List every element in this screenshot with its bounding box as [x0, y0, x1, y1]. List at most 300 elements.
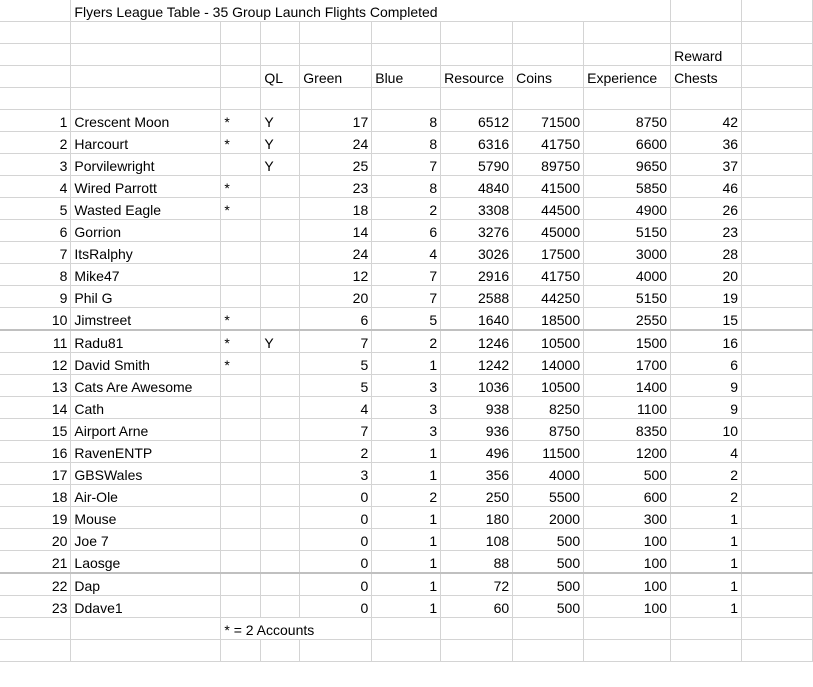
green-cell[interactable]: 5	[300, 353, 372, 375]
experience-cell[interactable]: 1400	[584, 375, 671, 397]
header-resource[interactable]: Resource	[441, 66, 513, 88]
resource-cell[interactable]: 1036	[441, 375, 513, 397]
ql-cell[interactable]	[261, 198, 300, 220]
green-cell[interactable]: 25	[300, 154, 372, 176]
chests-cell[interactable]: 2	[671, 485, 742, 507]
empty-cell[interactable]	[742, 640, 813, 662]
rank-cell[interactable]: 8	[0, 264, 71, 286]
multi-account-marker-cell[interactable]	[221, 551, 261, 574]
empty-cell[interactable]	[742, 220, 813, 242]
multi-account-marker-cell[interactable]	[221, 264, 261, 286]
experience-cell[interactable]: 300	[584, 507, 671, 529]
chests-cell[interactable]: 1	[671, 551, 742, 574]
chests-cell[interactable]: 1	[671, 573, 742, 596]
rank-cell[interactable]: 1	[0, 110, 71, 132]
multi-account-marker-cell[interactable]	[221, 220, 261, 242]
player-name-cell[interactable]: Mouse	[71, 507, 221, 529]
blank-row	[0, 640, 813, 662]
rank-cell[interactable]: 9	[0, 286, 71, 308]
experience-cell[interactable]: 5150	[584, 220, 671, 242]
empty-cell[interactable]	[513, 640, 584, 662]
rank-cell[interactable]: 18	[0, 485, 71, 507]
header-chests[interactable]: Chests	[671, 66, 742, 88]
experience-cell[interactable]: 4000	[584, 264, 671, 286]
blue-cell[interactable]: 3	[372, 397, 441, 419]
player-name-cell[interactable]: Porvilewright	[71, 154, 221, 176]
ql-cell[interactable]	[261, 176, 300, 198]
blue-cell[interactable]: 2	[372, 485, 441, 507]
multi-account-marker-cell[interactable]: *	[221, 330, 261, 353]
multi-account-marker-cell[interactable]	[221, 573, 261, 596]
table-row	[0, 573, 813, 596]
experience-cell[interactable]: 4900	[584, 198, 671, 220]
empty-cell[interactable]	[372, 618, 441, 640]
experience-cell[interactable]: 1100	[584, 397, 671, 419]
empty-cell[interactable]	[742, 308, 813, 331]
header-coins[interactable]: Coins	[513, 66, 584, 88]
resource-cell[interactable]: 88	[441, 551, 513, 574]
coins-cell[interactable]: 41750	[513, 132, 584, 154]
resource-cell[interactable]: 180	[441, 507, 513, 529]
empty-cell[interactable]	[71, 618, 221, 640]
multi-account-marker-cell[interactable]	[221, 397, 261, 419]
coins-cell[interactable]: 89750	[513, 154, 584, 176]
empty-cell[interactable]	[513, 618, 584, 640]
table-row	[0, 441, 813, 463]
experience-cell[interactable]: 1500	[584, 330, 671, 353]
ql-cell[interactable]: Y	[261, 154, 300, 176]
header-blue[interactable]: Blue	[372, 66, 441, 88]
rank-cell[interactable]: 3	[0, 154, 71, 176]
table-row	[0, 353, 813, 375]
table-row	[0, 220, 813, 242]
rank-cell[interactable]: 7	[0, 242, 71, 264]
empty-cell[interactable]	[584, 640, 671, 662]
table-row	[0, 463, 813, 485]
resource-cell[interactable]: 3308	[441, 198, 513, 220]
empty-cell[interactable]	[742, 485, 813, 507]
ql-cell[interactable]	[261, 573, 300, 596]
empty-cell[interactable]	[0, 640, 71, 662]
ql-cell[interactable]	[261, 507, 300, 529]
ql-cell[interactable]	[261, 397, 300, 419]
player-name-cell[interactable]: Wasted Eagle	[71, 198, 221, 220]
chests-cell[interactable]: 20	[671, 264, 742, 286]
coins-cell[interactable]: 10500	[513, 375, 584, 397]
rank-cell[interactable]: 6	[0, 220, 71, 242]
rank-cell[interactable]: 19	[0, 507, 71, 529]
green-cell[interactable]: 12	[300, 264, 372, 286]
chests-cell[interactable]: 16	[671, 330, 742, 353]
chests-cell[interactable]: 23	[671, 220, 742, 242]
experience-cell[interactable]: 100	[584, 551, 671, 574]
player-name-cell[interactable]: Cath	[71, 397, 221, 419]
multi-account-marker-cell[interactable]	[221, 419, 261, 441]
experience-cell[interactable]: 1700	[584, 353, 671, 375]
coins-cell[interactable]: 18500	[513, 308, 584, 331]
multi-account-marker-cell[interactable]: *	[221, 132, 261, 154]
empty-cell[interactable]	[671, 640, 742, 662]
green-cell[interactable]: 3	[300, 463, 372, 485]
multi-account-marker-cell[interactable]: *	[221, 308, 261, 331]
multi-account-marker-cell[interactable]	[221, 596, 261, 618]
empty-cell[interactable]	[261, 640, 300, 662]
empty-cell[interactable]	[742, 507, 813, 529]
blue-cell[interactable]: 1	[372, 507, 441, 529]
resource-cell[interactable]: 1242	[441, 353, 513, 375]
empty-cell[interactable]	[300, 640, 372, 662]
rank-cell[interactable]: 12	[0, 353, 71, 375]
chests-cell[interactable]: 42	[671, 110, 742, 132]
chests-cell[interactable]: 15	[671, 308, 742, 331]
coins-cell[interactable]: 44500	[513, 198, 584, 220]
empty-cell[interactable]	[441, 618, 513, 640]
experience-cell[interactable]: 100	[584, 529, 671, 551]
resource-cell[interactable]: 1246	[441, 330, 513, 353]
rank-cell[interactable]: 13	[0, 375, 71, 397]
rank-cell[interactable]: 15	[0, 419, 71, 441]
blue-cell[interactable]: 7	[372, 264, 441, 286]
experience-cell[interactable]: 8350	[584, 419, 671, 441]
empty-cell[interactable]	[221, 640, 261, 662]
table-row	[0, 286, 813, 308]
multi-account-marker-cell[interactable]	[221, 441, 261, 463]
experience-cell[interactable]: 3000	[584, 242, 671, 264]
experience-cell[interactable]: 5850	[584, 176, 671, 198]
coins-cell[interactable]: 500	[513, 573, 584, 596]
resource-cell[interactable]: 2588	[441, 286, 513, 308]
multi-account-marker-cell[interactable]	[221, 485, 261, 507]
resource-cell[interactable]: 6512	[441, 110, 513, 132]
multi-account-marker-cell[interactable]	[221, 463, 261, 485]
coins-cell[interactable]: 17500	[513, 242, 584, 264]
header-row-1	[0, 44, 813, 66]
resource-cell[interactable]: 3276	[441, 220, 513, 242]
rank-cell[interactable]: 14	[0, 397, 71, 419]
ql-cell[interactable]	[261, 220, 300, 242]
ql-cell[interactable]	[261, 551, 300, 574]
player-name-cell[interactable]: Phil G	[71, 286, 221, 308]
rank-cell[interactable]: 22	[0, 573, 71, 596]
green-cell[interactable]: 7	[300, 419, 372, 441]
blue-cell[interactable]: 3	[372, 419, 441, 441]
empty-cell[interactable]	[742, 286, 813, 308]
coins-cell[interactable]: 41750	[513, 264, 584, 286]
table-row	[0, 507, 813, 529]
green-cell[interactable]: 5	[300, 375, 372, 397]
footnote-legend[interactable]: * = 2 Accounts	[221, 618, 372, 640]
player-name-cell[interactable]: Radu81	[71, 330, 221, 353]
coins-cell[interactable]: 14000	[513, 353, 584, 375]
empty-cell[interactable]	[742, 264, 813, 286]
experience-cell[interactable]: 9650	[584, 154, 671, 176]
coins-cell[interactable]: 71500	[513, 110, 584, 132]
multi-account-marker-cell[interactable]	[221, 154, 261, 176]
resource-cell[interactable]: 3026	[441, 242, 513, 264]
multi-account-marker-cell[interactable]	[221, 286, 261, 308]
player-name-cell[interactable]: Jimstreet	[71, 308, 221, 331]
empty-cell[interactable]	[742, 242, 813, 264]
header-ql[interactable]: QL	[261, 66, 300, 88]
resource-cell[interactable]: 108	[441, 529, 513, 551]
coins-cell[interactable]: 8250	[513, 397, 584, 419]
blue-cell[interactable]: 1	[372, 441, 441, 463]
chests-cell[interactable]: 28	[671, 242, 742, 264]
resource-cell[interactable]: 6316	[441, 132, 513, 154]
blue-cell[interactable]: 2	[372, 330, 441, 353]
experience-cell[interactable]: 2550	[584, 308, 671, 331]
ql-cell[interactable]	[261, 264, 300, 286]
chests-cell[interactable]: 9	[671, 397, 742, 419]
table-row	[0, 242, 813, 264]
experience-cell[interactable]: 500	[584, 463, 671, 485]
green-cell[interactable]: 14	[300, 220, 372, 242]
multi-account-marker-cell[interactable]	[221, 507, 261, 529]
coins-cell[interactable]: 41500	[513, 176, 584, 198]
empty-cell[interactable]	[584, 618, 671, 640]
chests-cell[interactable]: 26	[671, 198, 742, 220]
coins-cell[interactable]: 44250	[513, 286, 584, 308]
green-cell[interactable]: 0	[300, 529, 372, 551]
rank-cell[interactable]: 17	[0, 463, 71, 485]
blue-cell[interactable]: 7	[372, 154, 441, 176]
green-cell[interactable]: 0	[300, 485, 372, 507]
multi-account-marker-cell[interactable]: *	[221, 110, 261, 132]
empty-cell[interactable]	[742, 573, 813, 596]
rank-cell[interactable]: 20	[0, 529, 71, 551]
chests-cell[interactable]: 4	[671, 441, 742, 463]
coins-cell[interactable]: 11500	[513, 441, 584, 463]
empty-cell[interactable]	[742, 463, 813, 485]
rank-cell[interactable]: 21	[0, 551, 71, 574]
rank-cell[interactable]: 5	[0, 198, 71, 220]
empty-cell[interactable]	[742, 330, 813, 353]
rank-cell[interactable]: 16	[0, 441, 71, 463]
header-reward[interactable]: Reward	[671, 44, 742, 66]
blue-cell[interactable]: 3	[372, 375, 441, 397]
empty-cell[interactable]	[742, 375, 813, 397]
blue-cell[interactable]: 1	[372, 529, 441, 551]
player-name-cell[interactable]: Air-Ole	[71, 485, 221, 507]
blue-cell[interactable]: 8	[372, 176, 441, 198]
resource-cell[interactable]: 496	[441, 441, 513, 463]
empty-cell[interactable]	[742, 132, 813, 154]
empty-cell[interactable]	[742, 618, 813, 640]
table-row	[0, 551, 813, 574]
blue-cell[interactable]: 6	[372, 220, 441, 242]
green-cell[interactable]: 24	[300, 132, 372, 154]
resource-cell[interactable]: 2916	[441, 264, 513, 286]
resource-cell[interactable]: 5790	[441, 154, 513, 176]
empty-cell[interactable]	[742, 198, 813, 220]
table-row	[0, 264, 813, 286]
experience-cell[interactable]: 8750	[584, 110, 671, 132]
green-cell[interactable]: 24	[300, 242, 372, 264]
green-cell[interactable]: 0	[300, 551, 372, 574]
player-name-cell[interactable]: Dap	[71, 573, 221, 596]
blue-cell[interactable]: 5	[372, 308, 441, 331]
empty-cell[interactable]	[742, 176, 813, 198]
multi-account-marker-cell[interactable]	[221, 529, 261, 551]
table-row	[0, 330, 813, 353]
green-cell[interactable]: 0	[300, 573, 372, 596]
resource-cell[interactable]: 250	[441, 485, 513, 507]
player-name-cell[interactable]: Ddave1	[71, 596, 221, 618]
table-row	[0, 176, 813, 198]
blue-cell[interactable]: 1	[372, 596, 441, 618]
green-cell[interactable]: 18	[300, 198, 372, 220]
empty-cell[interactable]	[742, 551, 813, 574]
multi-account-marker-cell[interactable]	[221, 375, 261, 397]
coins-cell[interactable]: 5500	[513, 485, 584, 507]
chests-cell[interactable]: 19	[671, 286, 742, 308]
player-name-cell[interactable]: Mike47	[71, 264, 221, 286]
empty-cell[interactable]	[372, 640, 441, 662]
empty-cell[interactable]	[742, 353, 813, 375]
green-cell[interactable]: 23	[300, 176, 372, 198]
empty-cell[interactable]	[742, 441, 813, 463]
coins-cell[interactable]: 10500	[513, 330, 584, 353]
chests-cell[interactable]: 6	[671, 353, 742, 375]
green-cell[interactable]: 2	[300, 441, 372, 463]
ql-cell[interactable]: Y	[261, 330, 300, 353]
rank-cell[interactable]: 11	[0, 330, 71, 353]
table-row	[0, 375, 813, 397]
empty-cell[interactable]	[742, 596, 813, 618]
ql-cell[interactable]	[261, 242, 300, 264]
table-row	[0, 154, 813, 176]
header-green[interactable]: Green	[300, 66, 372, 88]
player-name-cell[interactable]: Gorrion	[71, 220, 221, 242]
ql-cell[interactable]	[261, 441, 300, 463]
green-cell[interactable]: 20	[300, 286, 372, 308]
resource-cell[interactable]: 936	[441, 419, 513, 441]
chests-cell[interactable]: 9	[671, 375, 742, 397]
resource-cell[interactable]: 1640	[441, 308, 513, 331]
sheet-title[interactable]: Flyers League Table - 35 Group Launch Flights Completed	[71, 0, 671, 22]
rank-cell[interactable]: 2	[0, 132, 71, 154]
green-cell[interactable]: 4	[300, 397, 372, 419]
blue-cell[interactable]: 8	[372, 132, 441, 154]
coins-cell[interactable]: 4000	[513, 463, 584, 485]
coins-cell[interactable]: 2000	[513, 507, 584, 529]
chests-cell[interactable]: 1	[671, 507, 742, 529]
ql-cell[interactable]	[261, 596, 300, 618]
green-cell[interactable]: 0	[300, 507, 372, 529]
multi-account-marker-cell[interactable]: *	[221, 198, 261, 220]
player-name-cell[interactable]: GBSWales	[71, 463, 221, 485]
chests-cell[interactable]: 1	[671, 596, 742, 618]
ql-cell[interactable]	[261, 375, 300, 397]
ql-cell[interactable]	[261, 286, 300, 308]
green-cell[interactable]: 17	[300, 110, 372, 132]
empty-cell[interactable]	[742, 397, 813, 419]
player-name-cell[interactable]: David Smith	[71, 353, 221, 375]
player-name-cell[interactable]: Laosge	[71, 551, 221, 574]
chests-cell[interactable]: 37	[671, 154, 742, 176]
rank-cell[interactable]: 23	[0, 596, 71, 618]
experience-cell[interactable]: 600	[584, 485, 671, 507]
multi-account-marker-cell[interactable]: *	[221, 176, 261, 198]
blue-cell[interactable]: 1	[372, 463, 441, 485]
player-name-cell[interactable]: Harcourt	[71, 132, 221, 154]
player-name-cell[interactable]: Airport Arne	[71, 419, 221, 441]
green-cell[interactable]: 0	[300, 596, 372, 618]
empty-cell[interactable]	[0, 618, 71, 640]
experience-cell[interactable]: 5150	[584, 286, 671, 308]
blue-cell[interactable]: 7	[372, 286, 441, 308]
green-cell[interactable]: 7	[300, 330, 372, 353]
ql-cell[interactable]	[261, 485, 300, 507]
rank-cell[interactable]: 4	[0, 176, 71, 198]
experience-cell[interactable]: 100	[584, 573, 671, 596]
empty-cell[interactable]	[71, 640, 221, 662]
chests-cell[interactable]: 10	[671, 419, 742, 441]
multi-account-marker-cell[interactable]: *	[221, 353, 261, 375]
player-name-cell[interactable]: RavenENTP	[71, 441, 221, 463]
ql-cell[interactable]	[261, 463, 300, 485]
coins-cell[interactable]: 45000	[513, 220, 584, 242]
blue-cell[interactable]: 4	[372, 242, 441, 264]
coins-cell[interactable]: 8750	[513, 419, 584, 441]
resource-cell[interactable]: 4840	[441, 176, 513, 198]
empty-cell[interactable]	[441, 640, 513, 662]
player-name-cell[interactable]: Cats Are Awesome	[71, 375, 221, 397]
ql-cell[interactable]	[261, 529, 300, 551]
blank-row	[0, 22, 813, 44]
coins-cell[interactable]: 500	[513, 596, 584, 618]
table-row	[0, 110, 813, 132]
green-cell[interactable]: 6	[300, 308, 372, 331]
empty-cell[interactable]	[671, 618, 742, 640]
blue-cell[interactable]: 1	[372, 551, 441, 574]
ql-cell[interactable]: Y	[261, 132, 300, 154]
ql-cell[interactable]	[261, 419, 300, 441]
empty-cell[interactable]	[742, 529, 813, 551]
player-name-cell[interactable]: ItsRalphy	[71, 242, 221, 264]
coins-cell[interactable]: 500	[513, 551, 584, 574]
rank-cell[interactable]: 10	[0, 308, 71, 331]
multi-account-marker-cell[interactable]	[221, 242, 261, 264]
blue-cell[interactable]: 1	[372, 573, 441, 596]
player-name-cell[interactable]: Wired Parrott	[71, 176, 221, 198]
empty-cell[interactable]	[742, 419, 813, 441]
blue-cell[interactable]: 1	[372, 353, 441, 375]
player-name-cell[interactable]: Joe 7	[71, 529, 221, 551]
ql-cell[interactable]	[261, 353, 300, 375]
chests-cell[interactable]: 46	[671, 176, 742, 198]
blue-cell[interactable]: 2	[372, 198, 441, 220]
ql-cell[interactable]: Y	[261, 110, 300, 132]
coins-cell[interactable]: 500	[513, 529, 584, 551]
chests-cell[interactable]: 2	[671, 463, 742, 485]
resource-cell[interactable]: 938	[441, 397, 513, 419]
chests-cell[interactable]: 36	[671, 132, 742, 154]
empty-cell[interactable]	[742, 154, 813, 176]
resource-cell[interactable]: 60	[441, 596, 513, 618]
chests-cell[interactable]: 1	[671, 529, 742, 551]
resource-cell[interactable]: 356	[441, 463, 513, 485]
empty-cell[interactable]	[742, 110, 813, 132]
experience-cell[interactable]: 100	[584, 596, 671, 618]
blue-cell[interactable]: 8	[372, 110, 441, 132]
experience-cell[interactable]: 1200	[584, 441, 671, 463]
player-name-cell[interactable]: Crescent Moon	[71, 110, 221, 132]
experience-cell[interactable]: 6600	[584, 132, 671, 154]
resource-cell[interactable]: 72	[441, 573, 513, 596]
header-experience[interactable]: Experience	[584, 66, 671, 88]
ql-cell[interactable]	[261, 308, 300, 331]
